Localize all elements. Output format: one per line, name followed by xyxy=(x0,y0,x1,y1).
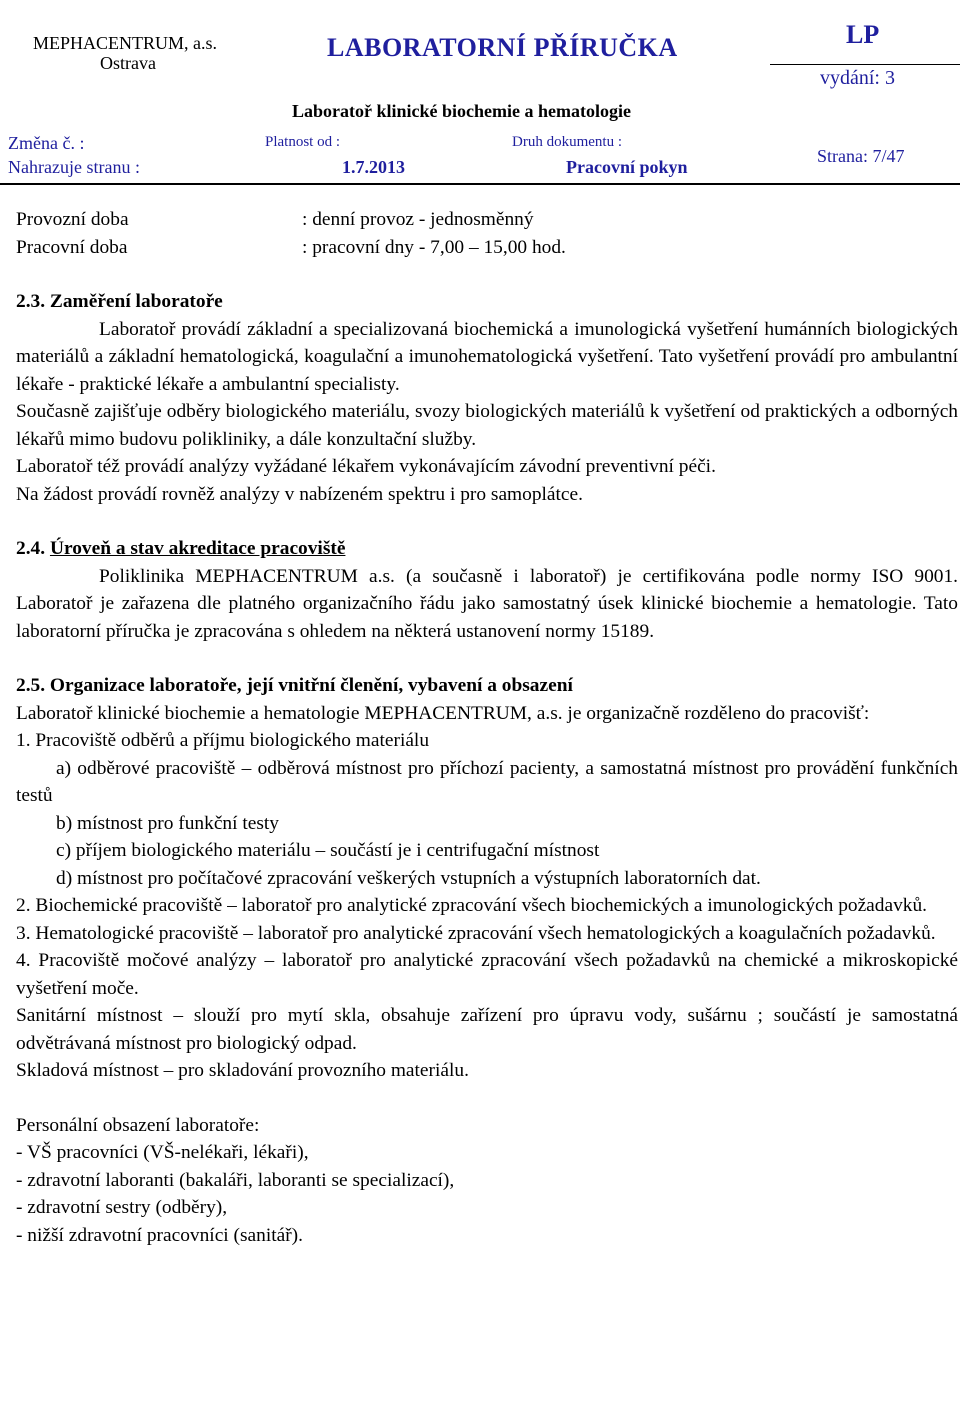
section-heading xyxy=(16,535,958,563)
valid-from-label: Platnost od : xyxy=(265,134,341,150)
paragraph-text: Poliklinika MEPHACENTRUM a.s. (a současně i laboratoř) je certifikována podle normy ISO 9001. Laboratoř je zařazena dle platného organizačního řádu jako samostatný úsek klinické biochemie a hematologie. Tato laboratorní příručka je zpracována s ohledem na některá ustanovení normy 15189. xyxy=(16,565,958,642)
list-item xyxy=(16,755,958,810)
change-label: Změna č. : xyxy=(8,133,85,153)
replaces-label: Nahrazuje stranu : xyxy=(8,157,140,177)
list-item: d) místnost pro počítačové zpracování veškerých vstupních a výstupních laboratorních dat. xyxy=(56,867,761,889)
hours-row xyxy=(16,206,958,234)
doc-title: LABORATORNÍ PŘÍRUČKA xyxy=(327,33,678,62)
edition: vydání: 3 xyxy=(820,67,895,89)
staff-item: - zdravotní laboranti (bakaláři, laboranti se specializací), xyxy=(16,1169,455,1191)
paragraph: Laboratoř též provádí analýzy vyžádané lékařem vykonávajícím závodní preventivní péči. xyxy=(16,456,716,477)
list-item: b) místnost pro funkční testy xyxy=(56,812,279,834)
hours-label: Pracovní doba xyxy=(16,236,128,258)
paragraph xyxy=(16,316,958,399)
header-divider xyxy=(770,64,960,65)
hours-value: : denní provoz - jednosměnný xyxy=(302,209,534,230)
list-item: 3. Hematologické pracoviště – laboratoř pro analytické zpracování všech hematologických a koagulačních požadavků. xyxy=(16,922,936,944)
paragraph: Laboratoř klinické biochemie a hematologie MEPHACENTRUM, a.s. je organizačně rozděleno do pracovišť: xyxy=(16,702,870,724)
hours-row xyxy=(16,234,958,262)
section-title: Úroveň a stav akreditace pracoviště xyxy=(49,538,346,559)
paragraph xyxy=(16,563,958,646)
org-name: MEPHACENTRUM, a.s. xyxy=(33,33,218,53)
page-number: Strana: 7/47 xyxy=(817,146,905,166)
list-item: 2. Biochemické pracoviště – laboratoř pro analytické zpracování všech biochemických a imunologických požadavků. xyxy=(16,895,928,916)
doc-type-value: Pracovní pokyn xyxy=(566,157,688,177)
paragraph: Současně zajišťuje odběry biologického materiálu, svozy biologických materiálů k vyšetření od praktických a odborných lékařů mimo budovu polikliniky, a dále konzultační služby. xyxy=(16,401,958,450)
hours-value: : pracovní dny - 7,00 – 15,00 hod. xyxy=(302,236,566,258)
paragraph: Skladová místnost – pro skladování provozního materiálu. xyxy=(16,1060,469,1081)
document-header xyxy=(0,0,960,186)
org-city: Ostrava xyxy=(100,53,156,73)
list-item-text: a) odběrové pracoviště – odběrová místnost pro příchozí pacienty, a samostatná místnost pro provádění funkčních testů xyxy=(16,757,958,806)
hours-label: Provozní doba xyxy=(16,209,129,230)
list-item: c) příjem biologického materiálu – součástí je i centrifugační místnost xyxy=(56,840,600,861)
header-bottom-rule xyxy=(0,183,960,185)
paragraph: Na žádost provádí rovněž analýzy v nabízeném spektru i pro samoplátce. xyxy=(16,483,583,505)
doc-type-label: Druh dokumentu : xyxy=(512,134,622,150)
doc-code: LP xyxy=(846,20,880,49)
paragraph-text: Laboratoř provádí základní a specializovaná biochemická a imunologická vyšetření humánních biologických materiálů a základní hematologická, koagulační a imunohematologická vyšetření. Tato vyšetření provádí pro ambulantní lékaře - praktické lékaře a ambulantní specialisty. xyxy=(16,318,958,395)
valid-from-value: 1.7.2013 xyxy=(342,157,405,177)
paragraph: Sanitární místnost – slouží pro mytí skla, obsahuje zařízení pro úpravu vody, sušárnu ; součástí je samostatná odvětrávaná místnost pro biologický odpad. xyxy=(16,1005,958,1054)
section-number: 2.4. xyxy=(16,538,46,559)
lab-name: Laboratoř klinické biochemie a hematologie xyxy=(292,101,631,121)
section-heading: 2.5. Organizace laboratoře, její vnitřní členění, vybavení a obsazení xyxy=(16,675,573,696)
document-body xyxy=(16,206,958,1249)
staff-item: - nižší zdravotní pracovníci (sanitář). xyxy=(16,1224,303,1246)
staff-item: - VŠ pracovníci (VŠ-nelékaři, lékaři), xyxy=(16,1142,309,1163)
section-heading: 2.3. Zaměření laboratoře xyxy=(16,291,223,312)
staff-item: - zdravotní sestry (odběry), xyxy=(16,1197,228,1218)
list-item: 1. Pracoviště odběrů a příjmu biologického materiálu xyxy=(16,730,430,751)
staff-heading: Personální obsazení laboratoře: xyxy=(16,1114,260,1136)
list-item: 4. Pracoviště močové analýzy – laboratoř pro analytické zpracování všech požadavků na chemické a mikroskopické vyšetření moče. xyxy=(16,950,958,999)
